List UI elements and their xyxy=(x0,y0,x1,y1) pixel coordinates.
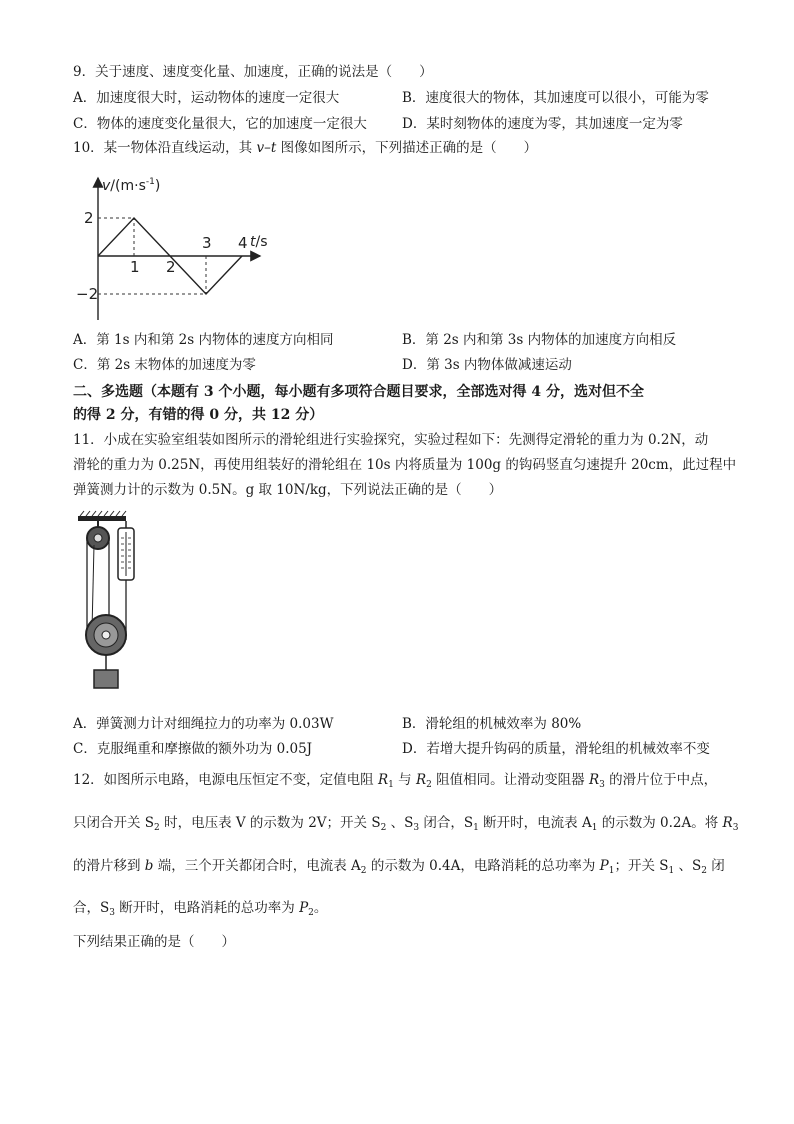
q10-stem: 10．某一物体沿直线运动，其 v–t 图像如图所示，下列描述正确的是（ ） xyxy=(73,140,538,156)
q10-option-c: C．第 2s 末物体的加速度为零 xyxy=(73,357,256,373)
hook-weight xyxy=(94,670,118,688)
x-axis-label: t/s xyxy=(250,234,268,250)
section2-heading-line1: 二、多选题（本题有 3 个小题，每小题有多项符合题目要求，全部选对得 4 分，选对但不全 xyxy=(73,384,644,400)
q12-line3: 的滑片移到 b 端，三个开关都闭合时，电流表 $A_2$ 的示数为 0.4A，电路消耗的总功率为 $P_1$；开关 $S_1$ 、$S_2$ 闭 xyxy=(73,858,725,876)
q11-option-b: B．滑轮组的机械效率为 80% xyxy=(402,716,582,732)
pulley-system-figure xyxy=(70,510,150,700)
x-tick-label: 3 xyxy=(202,234,212,252)
q11-line2: 滑轮的重力为 0.25N，再使用组装好的滑轮组在 10s 内将质量为 100g 的钩码竖直匀速提升 20cm，此过程中 xyxy=(73,457,737,473)
q10-option-b: B．第 2s 内和第 3s 内物体的加速度方向相反 xyxy=(402,332,677,348)
q11-line3: 弹簧测力计的示数为 0.5N。g 取 10N/kg，下列说法正确的是（ ） xyxy=(73,482,503,498)
q11-option-a: A．弹簧测力计对细绳拉力的功率为 0.03W xyxy=(73,716,334,732)
ceiling-support xyxy=(78,516,126,521)
q9-option-b: B．速度很大的物体，其加速度可以很小，可能为零 xyxy=(402,90,709,106)
x-tick-label: 2 xyxy=(166,258,176,276)
q9-option-c: C．物体的速度变化量很大，它的加速度一定很大 xyxy=(73,116,367,132)
spring-scale xyxy=(118,528,134,580)
q11-option-c: C．克服绳重和摩擦做的额外功为 0.05J xyxy=(73,741,313,757)
vt-chart xyxy=(68,172,288,322)
q10-option-d: D．第 3s 内物体做减速运动 xyxy=(402,357,572,373)
q12-line2: 只闭合开关 $S_2$ 时，电压表 V 的示数为 2V；开关 $S_2$ 、$S_3$ 闭合，$S_1$ 断开时，电流表 $A_1$ 的示数为 0.2A。将 $R_3$ xyxy=(73,815,739,833)
q11-option-d: D．若增大提升钩码的质量，滑轮组的机械效率不变 xyxy=(402,741,710,757)
y-tick-label: −2 xyxy=(76,285,99,303)
q12-line4: 合，$S_3$ 断开时，电路消耗的总功率为 $P_2$。 xyxy=(73,900,328,918)
y-tick-label: 2 xyxy=(84,209,94,227)
x-tick-label: 4 xyxy=(238,234,248,252)
section2-heading-line2: 的得 2 分，有错的得 0 分，共 12 分） xyxy=(73,407,324,423)
q12-line1: 12．如图所示电路，电源电压恒定不变，定值电阻 $R_1$ 与 $R_2$ 阻值相同。让滑动变阻器 $R_3$ 的滑片位于中点， xyxy=(73,772,718,790)
q9-stem: 9．关于速度、速度变化量、加速度，正确的说法是（ ） xyxy=(73,64,433,80)
q11-line1: 11．小成在实验室组装如图所示的滑轮组进行实验探究，实验过程如下：先测得定滑轮的重力为 0.2N，动 xyxy=(73,432,709,448)
q9-option-a: A．加速度很大时，运动物体的速度一定很大 xyxy=(73,90,340,106)
q12-line5: 下列结果正确的是（ ） xyxy=(73,934,235,950)
ceiling-hatch xyxy=(80,511,126,516)
q9-option-d: D．某时刻物体的速度为零，其加速度一定为零 xyxy=(402,116,683,132)
q10-option-a: A．第 1s 内和第 2s 内物体的速度方向相同 xyxy=(73,332,334,348)
x-tick-label: 1 xyxy=(130,258,140,276)
y-axis-label: $v/(m\cdot s^{-1})$ xyxy=(102,177,161,194)
